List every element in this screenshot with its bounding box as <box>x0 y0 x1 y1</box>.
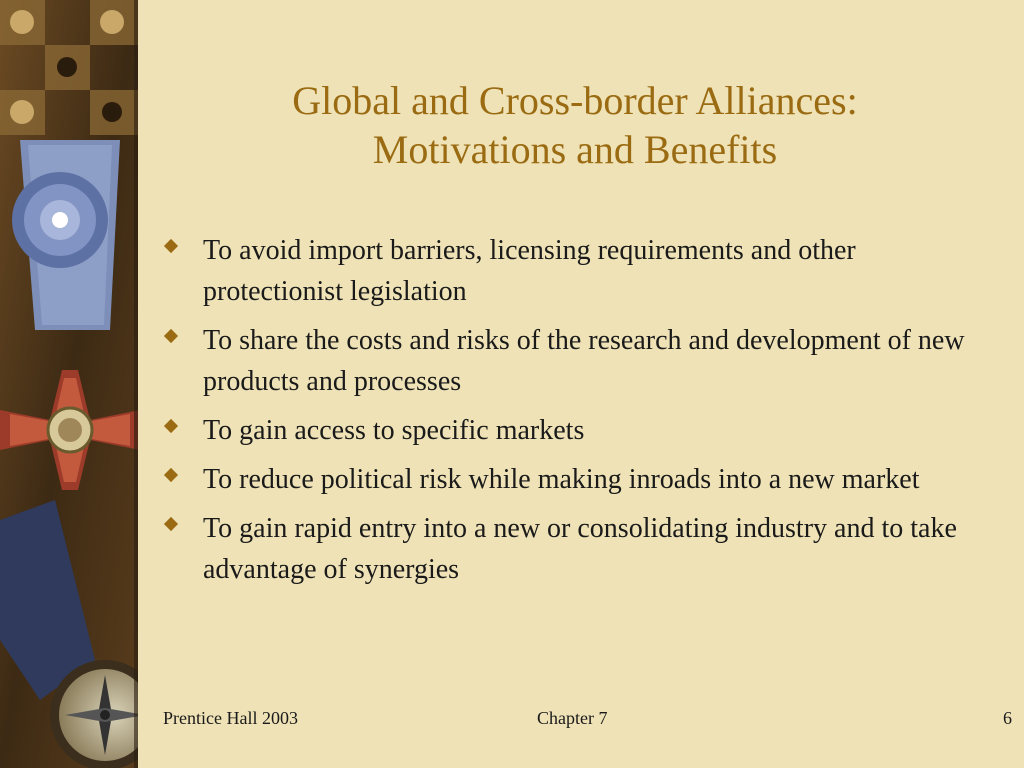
bullet-text: To gain access to specific markets <box>203 415 585 446</box>
bullet-item <box>166 410 986 451</box>
bullet-text: To share the costs and risks of the research and development of new products and processes <box>203 325 965 397</box>
diamond-bullet-icon <box>164 239 178 253</box>
bullet-list <box>166 230 986 598</box>
diamond-bullet-icon <box>164 468 178 482</box>
bullet-text: To avoid import barriers, licensing requirements and other protectionist legislation <box>203 235 856 307</box>
title-line-2: Motivations and Benefits <box>372 127 778 172</box>
bullet-item <box>166 459 986 500</box>
footer-publisher: Prentice Hall 2003 <box>163 708 298 728</box>
title-line-1: Global and Cross-border Alliances: <box>292 78 858 123</box>
bullet-item <box>166 508 986 590</box>
bullet-item <box>166 230 986 312</box>
diamond-bullet-icon <box>164 419 178 433</box>
bullet-text: To gain rapid entry into a new or consolidating industry and to take advantage of synergies <box>203 513 957 585</box>
diamond-bullet-icon <box>164 517 178 531</box>
diamond-bullet-icon <box>164 329 178 343</box>
medal-compass-illustration <box>0 0 138 768</box>
bullet-text: To reduce political risk while making inroads into a new market <box>203 464 920 495</box>
footer-page-number: 6 <box>1003 708 1012 728</box>
decorative-medal-image <box>0 0 138 768</box>
footer-chapter: Chapter 7 <box>537 708 608 728</box>
slide-title <box>160 76 990 174</box>
bullet-item <box>166 320 986 402</box>
